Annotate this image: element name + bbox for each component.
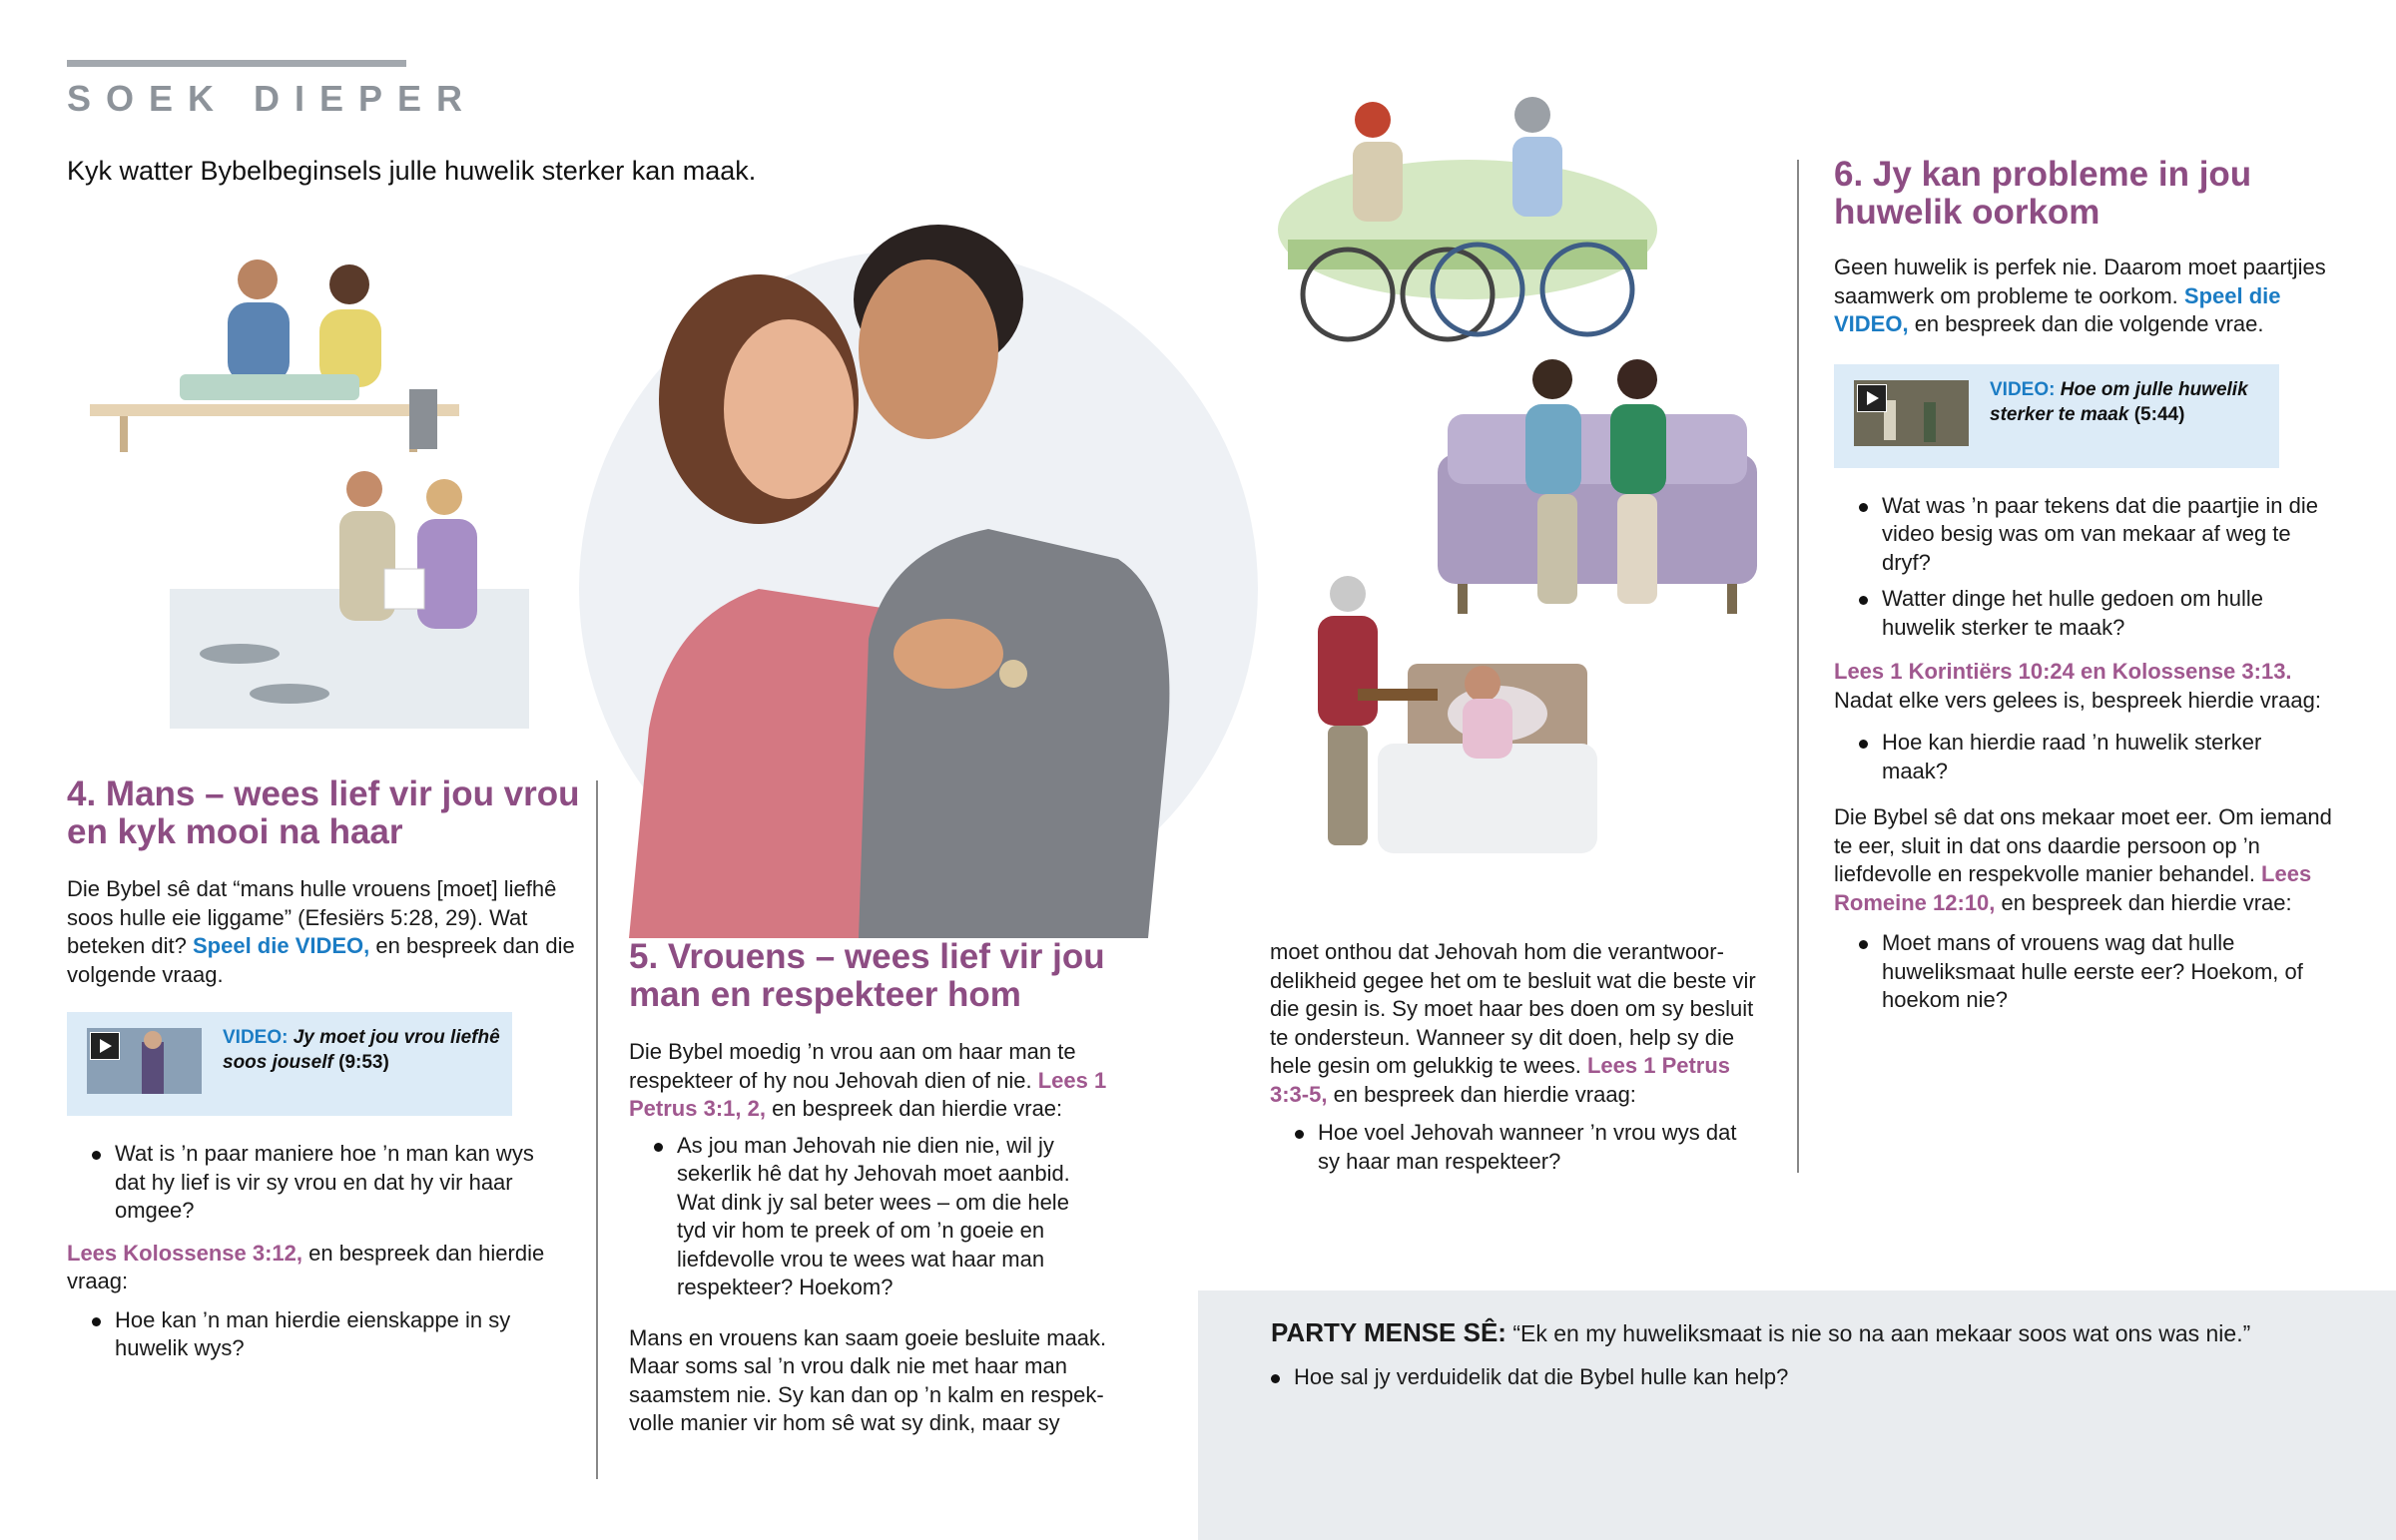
couple-holding-hands-illustration (559, 170, 1278, 938)
question-list (1834, 929, 2303, 1015)
scripture-link[interactable]: Lees Kolossense 3:12, (67, 1240, 303, 1266)
section-4-heading: 4. Mans – wees lief vir jou vrou en kyk mooi na haar (67, 774, 580, 851)
section-5-continued-paragraph: moet onthou dat Jehovah hom die verantwoor-delikheid gegee het om te besluit wat die beste vir die gesin is. Sy moet haar bes doen om sy besluit te ondersteun. Wanneer sy dit doen, help sy die hele gesin om gelukkig te wees. Lees 1 Petrus 3:3-5, en bespreek dan hierdie vraag: (1270, 939, 1756, 1107)
section-5-heading: 5. Vrouens – wees lief vir jou man en respekteer hom (629, 937, 1105, 1014)
couple-cycling-illustration (1268, 90, 1667, 349)
video-card[interactable]: VIDEO: Jy moet jou vrou liefhê soos jouself (9:53) (67, 1012, 512, 1116)
list-item: As jou man Jehovah nie dien nie, wil jy sekerlik hê dat hy Jehovah moet aanbid. Wat dink jy sal beter wees – om die hele tyd vir hom te preek of om ’n goeie en liefdevolle vrou te wees wat haar man respekteer? Hoekom? (629, 1132, 1098, 1302)
box-label: PARTY MENSE SÊ: (1271, 1317, 1506, 1347)
question-list (1270, 1119, 1759, 1176)
section-5-paragraph: Die Bybel moedig ’n vrou aan om haar man te respekteer of hy nou Jehovah dien of nie. Lees 1 Petrus 3:1, 2, en bespreek dan hierdie vrae: (629, 1039, 1107, 1121)
column-divider (1797, 160, 1799, 1173)
question-list (629, 1132, 1098, 1302)
box-quote: “Ek en my huweliksmaat is nie so na aan mekaar soos wat ons was nie.” (1505, 1320, 2251, 1346)
section-4 (67, 775, 586, 1371)
list-item: Wat was ’n paar tekens dat die paartjie in die video besig was om van mekaar af weg te dryf? (1834, 492, 2328, 578)
list-item: Moet mans of vrouens wag dat hulle huweliksmaat hulle eerste eer? Hoekom, of hoekom nie? (1834, 929, 2303, 1015)
list-item: Hoe sal jy verduidelik dat die Bybel hulle kan help? (1246, 1363, 2344, 1392)
scripture-link[interactable]: Lees 1 Petrus 3:1, 2, (629, 1067, 1107, 1121)
video-title: Hoe om julle huwelik sterker te maak (1990, 378, 2248, 425)
video-title: Jy moet jou vrou liefhê soos jouself (223, 1027, 500, 1073)
read-scripture-line: Lees 1 Korintiërs 10:24 en Kolossense 3:13. Nadat elke vers gelees is, bespreek hierdie vraag: (1834, 659, 2321, 713)
section-5-continued (1270, 938, 1769, 1184)
video-duration: (5:44) (2133, 403, 2185, 425)
some-people-say-box (1198, 1290, 2396, 1540)
section-6-paragraph-2: Die Bybel sê dat ons mekaar moet eer. Om iemand te eer, sluit in dat ons daardie persoon op ’n liefdevolle en respekvolle manier behandel. Lees Romeine 12:10, en bespreek dan hierdie vrae: (1834, 804, 2332, 915)
question-list (1834, 492, 2328, 643)
section-6-heading: 6. Jy kan probleme in jou huwelik oorkom (1834, 155, 2252, 232)
video-card[interactable]: VIDEO: Hoe om julle huwelik sterker te maak (5:44) (1834, 364, 2279, 468)
caregiver-illustration (1268, 574, 1627, 863)
play-icon[interactable] (1857, 384, 1887, 412)
list-item: Watter dinge het hulle gedoen om hulle huwelik sterker te maak? (1834, 585, 2328, 642)
play-video-link[interactable]: Speel die VIDEO, (192, 933, 370, 958)
column-divider (596, 780, 598, 1479)
list-item: Hoe voel Jehovah wanneer ’n vrou wys dat sy haar man respekteer? (1270, 1119, 1759, 1176)
scripture-link[interactable]: Lees 1 Petrus 3:3-5, (1270, 1053, 1731, 1107)
study-couple-illustration (80, 255, 469, 454)
kitchen-couple-illustration (170, 469, 539, 729)
section-6-paragraph: Geen huwelik is perfek nie. Daarom moet paartjies saamwerk om probleme te oorkom. Speel die VIDEO, en bespreek dan die volgende vrae. (1834, 255, 2326, 336)
play-icon[interactable] (90, 1032, 120, 1060)
list-item: Hoe kan hierdie raad ’n huwelik sterker maak? (1834, 729, 2303, 785)
list-item: Hoe kan ’n man hierdie eienskappe in sy huwelik wys? (67, 1306, 556, 1363)
question-list (67, 1140, 556, 1226)
video-duration: (9:53) (338, 1052, 389, 1073)
scripture-link[interactable]: Lees Romeine 12:10, (1834, 861, 2312, 915)
intro-text: Kyk watter Bybelbeginsels julle huwelik sterker kan maak. (67, 156, 757, 186)
header-rule (67, 60, 406, 67)
section-4-paragraph: Die Bybel sê dat “mans hulle vrouens [moet] liefhê soos hulle eie liggame” (Efesiërs 5:28, 29). Wat beteken dit? Speel die VIDEO, en bespreek dan die volgende vraag. (67, 876, 575, 987)
play-video-link[interactable]: Speel die VIDEO, (1834, 282, 2281, 336)
read-scripture-line: Lees Kolossense 3:12, en bespreek dan hierdie vraag: (67, 1240, 545, 1293)
video-thumbnail[interactable] (1854, 380, 1969, 446)
list-item: Wat is ’n paar maniere hoe ’n man kan wys dat hy lief is vir sy vrou en dat hy vir haar omgee? (67, 1140, 556, 1226)
section-5-paragraph-2: Mans en vrouens kan saam goeie besluite maak. Maar soms sal ’n vrou dalk nie met haar man saamstem nie. Sy kan dan op ’n kalm en respek-volle manier vir hom sê wat sy dink, maar sy (629, 1324, 1107, 1435)
section-5 (629, 938, 1128, 1438)
scripture-link[interactable]: Lees 1 Korintiërs 10:24 en Kolossense 3:13. (1834, 659, 2292, 684)
section-6 (1834, 156, 2333, 1023)
question-list (67, 1306, 556, 1363)
question-list (1834, 729, 2303, 785)
section-kicker: SOEK DIEPER (67, 78, 478, 119)
question-list (1246, 1363, 2344, 1400)
video-thumbnail[interactable] (87, 1028, 202, 1094)
